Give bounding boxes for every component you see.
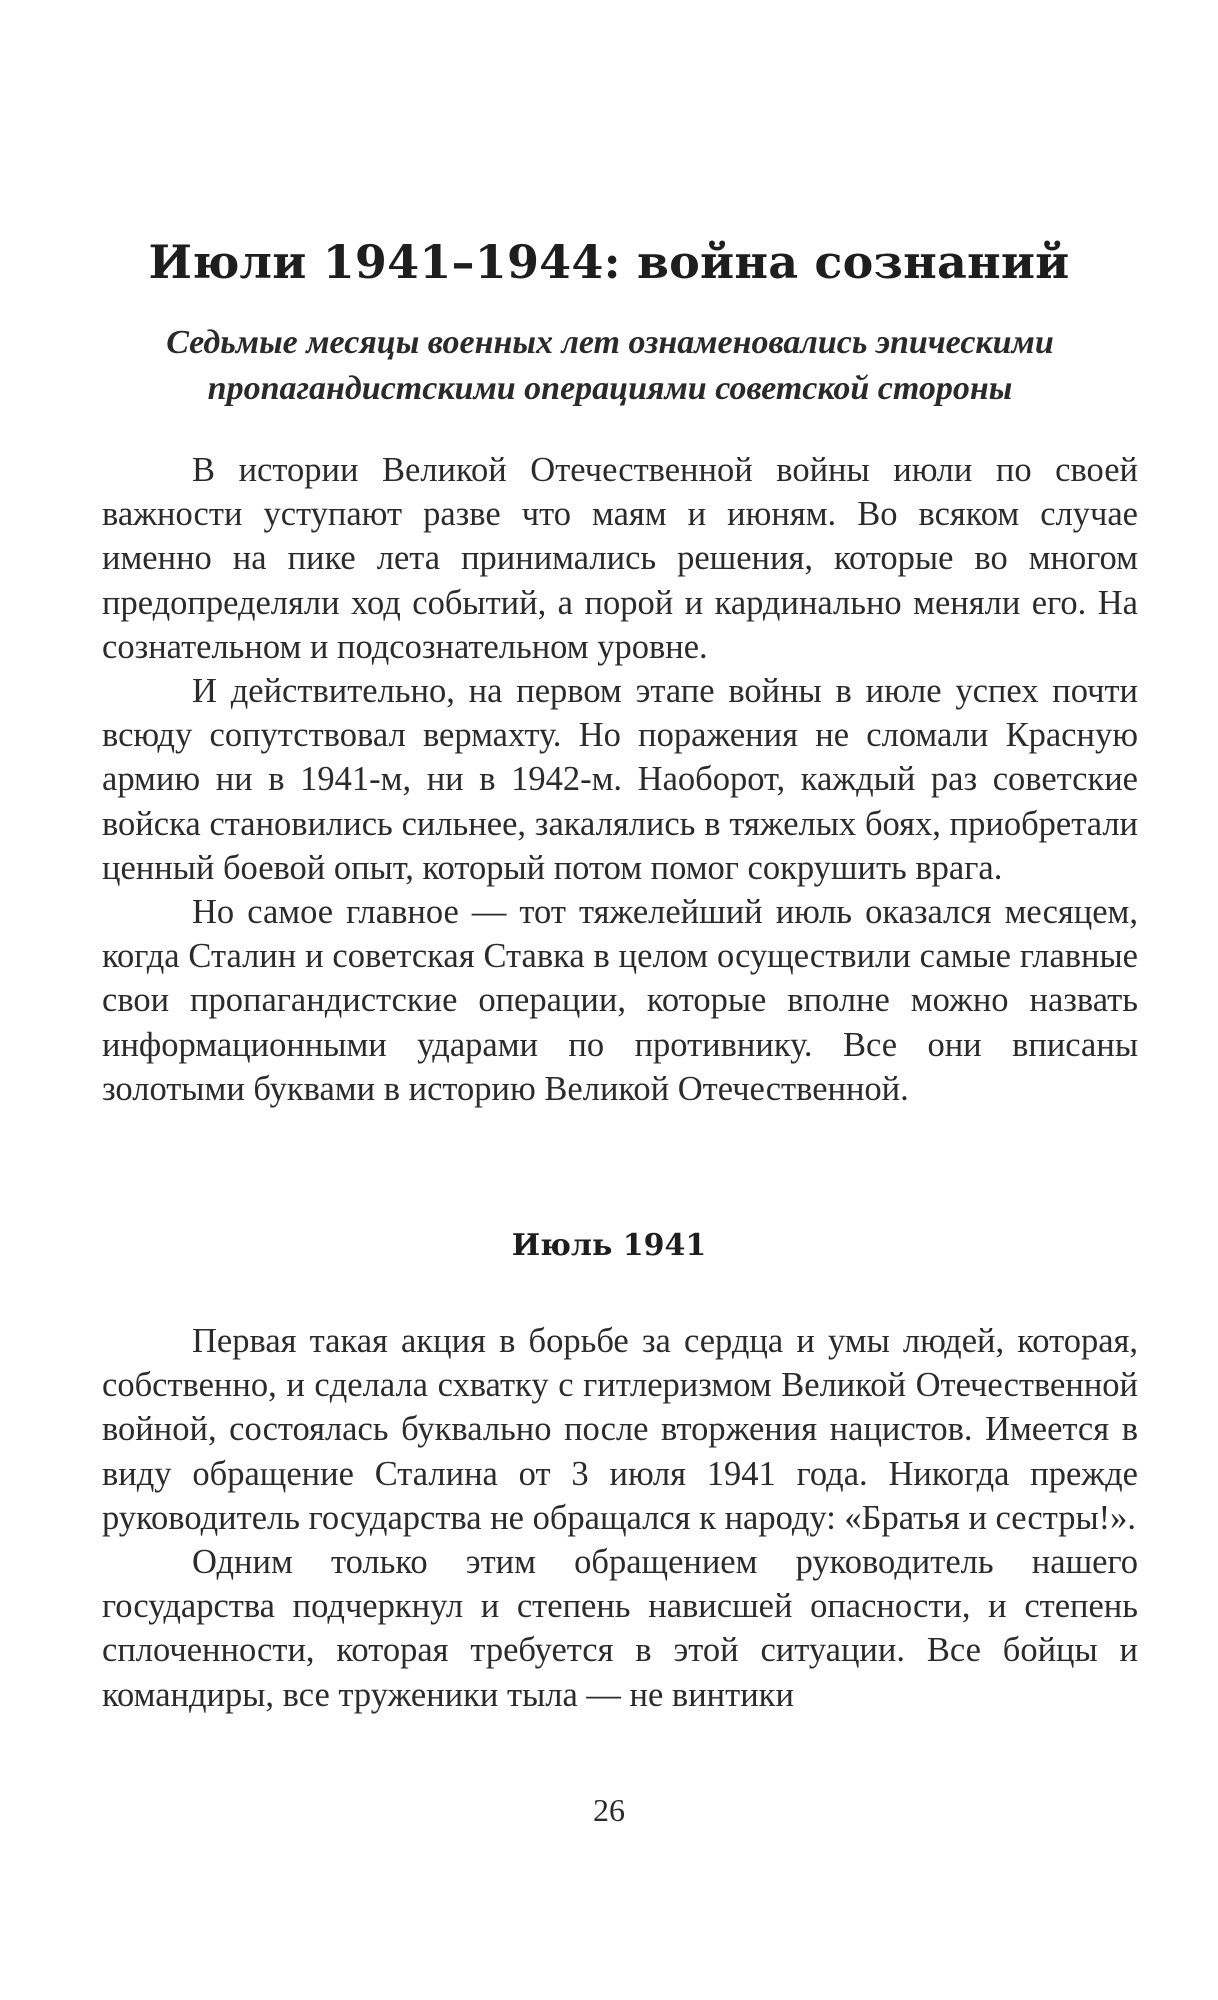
- paragraph: И действительно, на первом этапе войны в июле успех почти всюду сопутствовал вермахту. Но поражения не сломали Красную армию ни в 1941-м, ни в 1942-м. Наоборот, каждый раз советские войска становились сильнее, закалялись в тяжелых боях, приобретали ценный боевой опыт, который потом помог сокрушить врага.: [102, 672, 1138, 887]
- article-subtitle: Седьмые месяцы военных лет ознаменовались эпическими пропагандистскими операциями советской стороны: [166, 324, 1054, 407]
- paragraph: В истории Великой Отечественной войны июли по своей важности уступают разве что маям и июням. Во всяком случае именно на пике лета принимались решения, которые во многом предопределяли ход событий, а порой и кардинально меняли его. На сознательном и подсознательном уровне.: [102, 451, 1138, 666]
- article-title: Июли 1941–1944: война сознаний: [148, 235, 1070, 289]
- paragraph: Но самое главное — тот тяжелейший июль оказался месяцем, когда Сталин и советская Ставка в целом осуществили самые главные свои пропагандистские операции, которые вполне можно назвать информационными ударами по противнику. Все они вписаны золотыми буквами в историю Великой Отечественной.: [102, 893, 1138, 1108]
- page-number: 26: [593, 1792, 625, 1828]
- section-heading: Июль 1941: [511, 1228, 707, 1263]
- paragraph: Первая такая акция в борьбе за сердца и умы людей, которая, собственно, и сделала схватку с гитлеризмом Великой Отечественной войной, состоялась буквально после вторжения нацистов. Имеется в виду обращение Сталина от 3 июля 1941 года. Никогда прежде руководитель государства не обращался к народу: «Братья и сестры!».: [102, 1322, 1138, 1537]
- intro-text: [102, 448, 1138, 1111]
- section-text: [102, 1319, 1138, 1717]
- paragraph: Одним только этим обращением руководитель нашего государства подчеркнул и степень нависшей опасности, и степень сплоченности, которая требуется в этой ситуации. Все бойцы и командиры, все труженики тыла — не винтики: [102, 1543, 1138, 1714]
